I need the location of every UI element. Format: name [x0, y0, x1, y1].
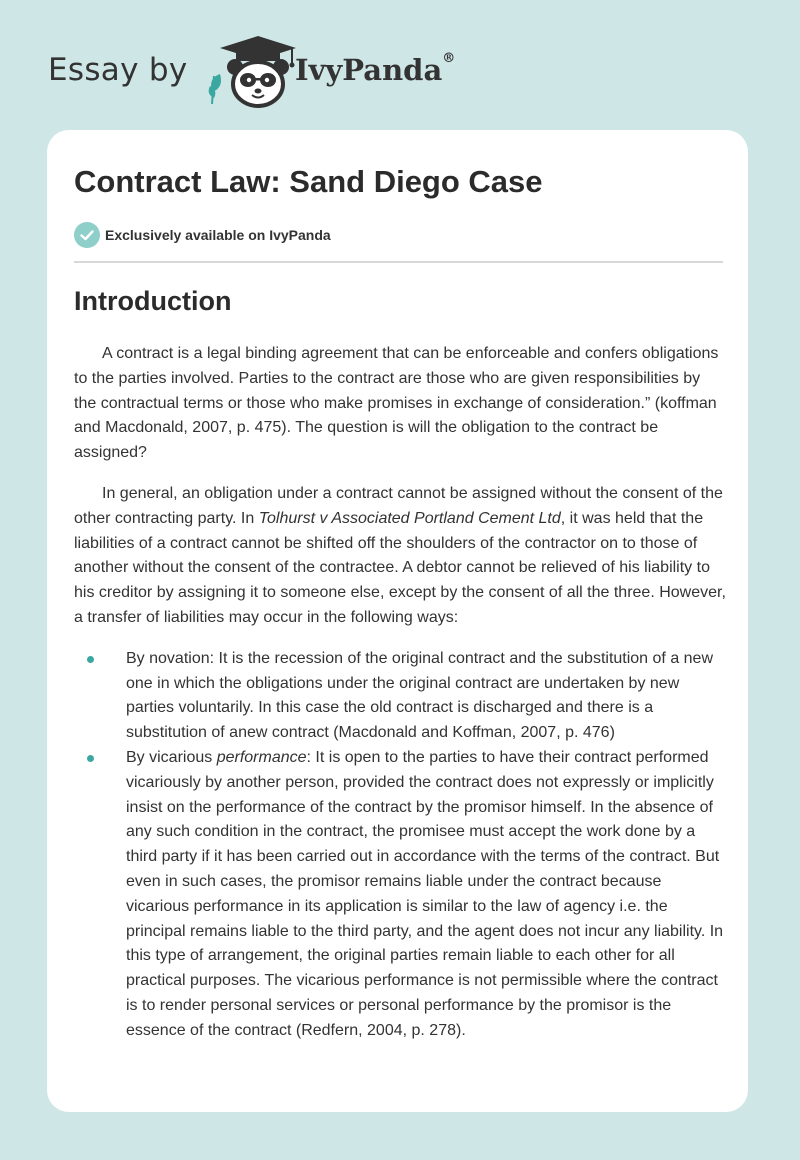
divider — [74, 261, 723, 263]
exclusive-badge — [74, 222, 331, 248]
list-item: By novation: It is the recession of the original contract and the substitution of a new one in which the obligations under the original contract are undertaken by new parties voluntarily. In this case the old contract is discharged and there is a substitution of anew contract (Macdonald and Koffman, 2007, p. 476) — [74, 647, 726, 746]
brand-prefix: Essay by — [48, 52, 188, 88]
bullet-dot — [87, 755, 94, 762]
panda-graduate-icon — [200, 34, 310, 110]
brand-name: IvyPanda® — [295, 51, 456, 87]
case-citation: Tolhurst v Associated Portland Cement Ltd — [258, 509, 561, 527]
check-circle-icon — [74, 222, 100, 248]
badge-text: Exclusively available on IvyPanda — [105, 227, 331, 243]
paragraph: A contract is a legal binding agreement that can be enforceable and confers obligations to the parties involved. Parties to the contract are those who are given responsibilities by the contractual terms or those who make promises in exchange of consideration.” (koffman and Macdonald, 2007, p. 475). The question is will the obligation to the contract be assigned? — [74, 345, 719, 462]
page-title: Contract Law: Sand Diego Case — [74, 164, 543, 199]
paragraph: In general, an obligation under a contract cannot be assigned without the consent of the other contracting party. In Tolhurst v Associated Portland Cement Ltd, it was held that the liabilities of a contract cannot be shifted off the shoulders of the contractor on to those of another without the consent of the contractee. A debtor cannot be relieved of his liability to his creditor by assigning it to someone else, except by the consent of all the three. However, a transfer of liabilities may occur in the following ways: — [74, 484, 726, 626]
list-item: By vicarious performance: It is open to the parties to have their contract performed vicariously by another person, provided the contract does not expressly or implicitly insist on the performance of the contract by the promisor himself. In the absence of any such condition in the contract, the promisee must accept the work done by a third party if it has been carried out in accordance with the terms of the contract. But even in such cases, the promisor remains liable under the contract because vicarious performance in its application is similar to the law of agency i.e. the principal remains liable to the third party, and the agent does not incur any liability. In this type of arrangement, the original parties remain liable to each other for all practical purposes. The vicarious performance is not permissible where the contract is to render personal services or personal performance by the promisor is the essence of the contract (Redfern, 2004, p. 278). — [74, 746, 726, 1044]
essay-card — [47, 130, 748, 1112]
bullet-dot — [87, 656, 94, 663]
site-header — [48, 30, 752, 110]
bullet-list — [74, 647, 726, 1044]
article-body — [74, 342, 726, 1044]
section-heading: Introduction — [74, 286, 232, 316]
